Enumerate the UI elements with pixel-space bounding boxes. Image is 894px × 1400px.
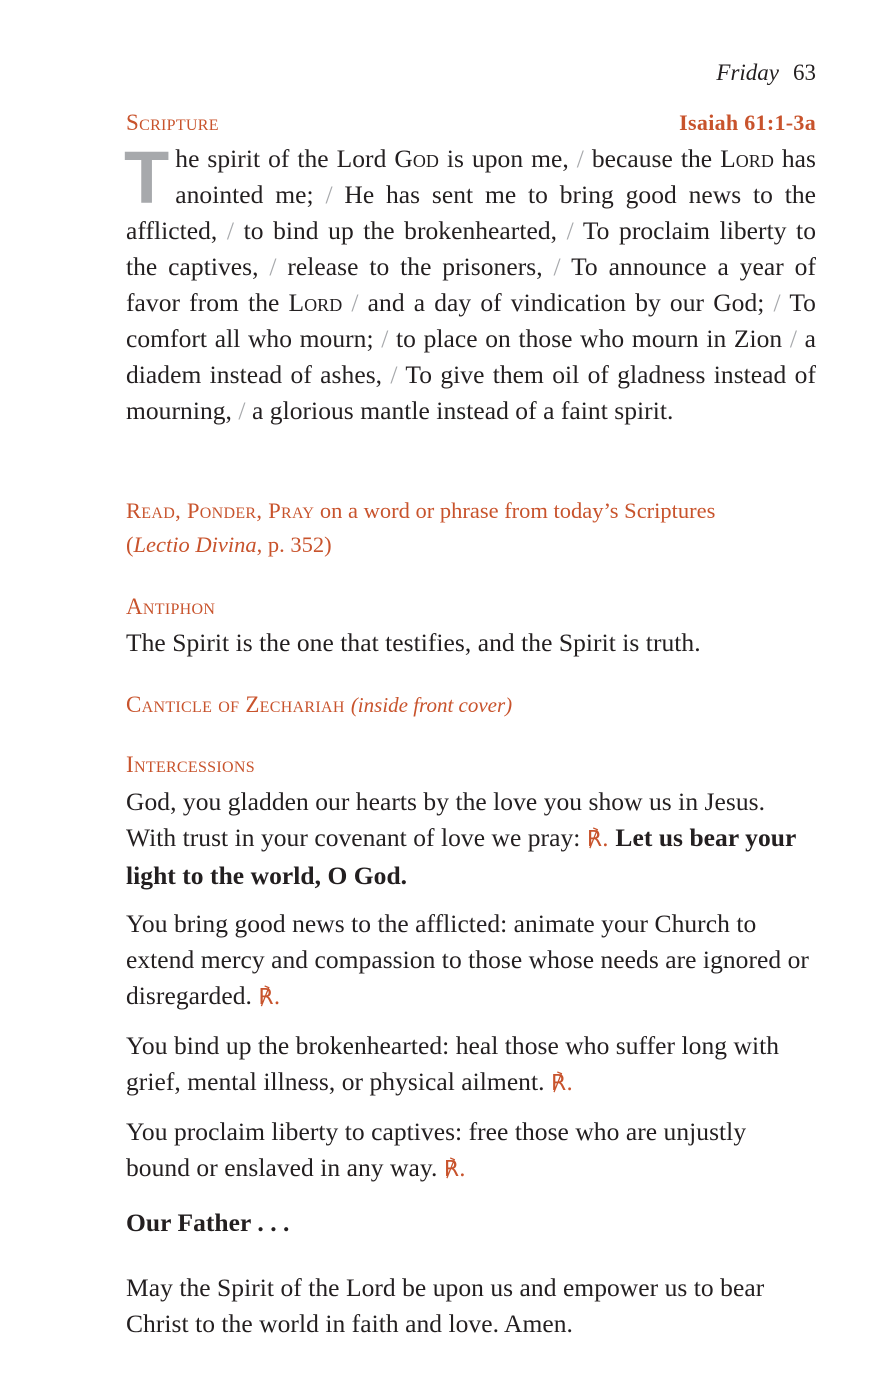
canticle-heading-row xyxy=(126,690,816,720)
scripture-segment: to place on those who mourn in Zion xyxy=(388,324,790,353)
response-symbol: ℟. xyxy=(586,827,609,852)
closing-prayer: May the Spirit of the Lord be upon us and empower us to bear Christ to the world in faith and love. Amen. xyxy=(126,1273,765,1338)
canticle-note: (inside front cover) xyxy=(350,693,513,717)
scripture-segment: and a day of vindication by our God; xyxy=(358,288,774,317)
read-ponder-pray-text: on a word or phrase from today’s Scriptures xyxy=(314,498,716,523)
verse-separator: / xyxy=(390,360,398,389)
drop-cap: T xyxy=(124,136,170,219)
verse-separator: / xyxy=(226,216,235,245)
intercession-text: You proclaim liberty to captives: free those who are unjustly bound or enslaved in any way. xyxy=(126,1117,747,1182)
scripture-segment: He has sent me to bring good news to the afflicted, xyxy=(126,180,816,245)
lectio-divina-title: Lectio Divina xyxy=(133,532,257,557)
scripture-heading-row xyxy=(126,108,816,138)
intercession-item xyxy=(126,1114,816,1188)
intercession-text: You bind up the brokenhearted: heal those who suffer long with grief, mental illness, or physical ailment. xyxy=(126,1031,780,1096)
response-text: Let us bear your light to the world, O God. xyxy=(126,823,796,890)
scripture-segment: has anointed me; xyxy=(175,144,816,209)
verse-separator: / xyxy=(351,288,359,317)
our-father: Our Father . . . xyxy=(126,1208,290,1237)
intercessions-intro xyxy=(126,784,816,894)
verse-separator: / xyxy=(553,252,561,281)
divine-name: God xyxy=(394,144,439,173)
scripture-segment: he spirit of the Lord xyxy=(175,144,395,173)
page-number: 63 xyxy=(793,60,816,85)
verse-separator: / xyxy=(269,252,277,281)
scripture-segment: To comfort all who mourn; xyxy=(126,288,816,353)
response-symbol: ℟. xyxy=(258,985,281,1010)
scripture-segment: To announce a year of favor from the xyxy=(126,252,817,317)
intercession-item xyxy=(126,1028,816,1102)
intercessions-heading: Intercessions xyxy=(126,752,255,777)
intro-text: God, you gladden our hearts by the love you show us in Jesus. With trust in your covenant of love we pray: xyxy=(126,787,766,852)
intercession-text: You bring good news to the afflicted: animate your Church to extend mercy and compassion to those whose needs are ignored or disregarded. xyxy=(126,909,809,1010)
read-ponder-pray-heading: Read, Ponder, Pray xyxy=(126,498,315,523)
scripture-segment: is upon me, xyxy=(438,144,577,173)
verse-separator: / xyxy=(789,324,798,353)
verse-separator: / xyxy=(773,288,781,317)
scripture-segment: To give them oil of gladness instead of mourning, xyxy=(126,360,816,425)
scripture-segment: a glorious mantle instead of a faint spirit. xyxy=(245,396,674,425)
lectio-divina-page: , p. 352) xyxy=(256,532,332,557)
verse-separator: / xyxy=(381,324,389,353)
running-header xyxy=(716,60,816,86)
header-day: Friday xyxy=(716,60,779,85)
response-symbol: ℟. xyxy=(443,1157,466,1182)
scripture-segment: because the xyxy=(583,144,721,173)
paren: ( xyxy=(126,532,134,557)
scripture-text xyxy=(124,136,817,429)
scripture-segment: release to the prisoners, xyxy=(276,252,554,281)
antiphon-heading: Antiphon xyxy=(126,594,216,619)
intercessions-body xyxy=(126,784,816,1200)
scripture-heading: Scripture xyxy=(126,110,219,135)
verse-separator: / xyxy=(576,144,584,173)
divine-name: Lord xyxy=(720,144,774,173)
intercession-item xyxy=(126,906,816,1016)
scripture-segment: to bind up the brokenhearted, xyxy=(234,216,567,245)
verse-separator: / xyxy=(566,216,574,245)
read-ponder-pray xyxy=(126,494,816,562)
scripture-reference: Isaiah 61:1-3a xyxy=(679,110,816,135)
scripture-segment: a diadem instead of ashes, xyxy=(126,324,817,389)
verse-separator: / xyxy=(238,396,246,425)
antiphon-text: The Spirit is the one that testifies, and the Spirit is truth. xyxy=(126,628,701,657)
scripture-segment: To proclaim liberty to the captives, xyxy=(126,216,816,281)
canticle-heading: Canticle of Zechariah xyxy=(126,692,345,717)
verse-separator: / xyxy=(325,180,333,209)
response-symbol: ℟. xyxy=(550,1071,574,1096)
divine-name: Lord xyxy=(288,288,343,317)
